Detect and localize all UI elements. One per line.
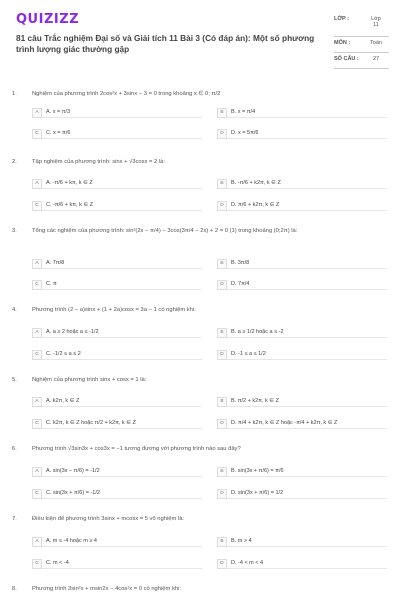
option-letter: D bbox=[217, 419, 227, 429]
answer-option-a[interactable] bbox=[32, 537, 202, 547]
option-text: B. -π/6 + k2π, k ∈ Z bbox=[231, 180, 281, 186]
option-text: D. x = 5π/6 bbox=[231, 130, 259, 136]
answer-option-a[interactable] bbox=[32, 397, 202, 407]
meta-count-label: SỐ CÂU : bbox=[334, 56, 359, 62]
option-text: C. m < -4 bbox=[46, 560, 69, 566]
option-text: B. π/2 + k2π, k ∈ Z bbox=[231, 398, 279, 404]
meta-class bbox=[334, 16, 388, 36]
answer-option-d[interactable] bbox=[217, 350, 387, 360]
question-number: 7. bbox=[12, 516, 17, 522]
answer-option-c[interactable] bbox=[32, 489, 202, 499]
worksheet-title: 81 câu Trắc nghiệm Đại số và Giải tích 11 Bài 3 (Có đáp án): Một số phương trình lượng giác thường gặp bbox=[16, 33, 315, 54]
question-number: 2. bbox=[12, 159, 17, 165]
meta-subject-value: Toán bbox=[370, 40, 382, 46]
meta-divider bbox=[334, 52, 389, 53]
question-text: Tổng các nghiệm của phương trình: sin²(2x − π/4) − 3cos(3π/4 − 2x) + 2 = 0 (1) trong khoảng (0;2π) là: bbox=[32, 228, 298, 234]
option-letter: B bbox=[217, 537, 227, 547]
option-letter: A bbox=[32, 259, 42, 269]
option-letter: A bbox=[32, 179, 42, 189]
question-6 bbox=[12, 446, 390, 508]
option-letter: B bbox=[217, 467, 227, 477]
option-letter: D bbox=[217, 350, 227, 360]
answer-option-c[interactable] bbox=[32, 350, 202, 360]
answer-option-d[interactable] bbox=[217, 559, 387, 569]
option-text: D. 7π/4 bbox=[231, 281, 250, 287]
meta-subject-label: MÔN : bbox=[334, 40, 351, 46]
question-number: 5. bbox=[12, 377, 17, 383]
answer-option-c[interactable] bbox=[32, 280, 202, 290]
question-number: 3. bbox=[12, 228, 17, 234]
option-text: B. x = π/4 bbox=[231, 109, 256, 115]
option-letter: C bbox=[32, 280, 42, 290]
answer-option-c[interactable] bbox=[32, 559, 202, 569]
option-text: A. sin(3x − π/6) = -1/2 bbox=[46, 468, 100, 474]
meta-class-value: Lớp 11 bbox=[371, 16, 381, 28]
option-text: C. -π/6 + kπ, k ∈ Z bbox=[46, 202, 94, 208]
option-text: A. x = π/3 bbox=[46, 109, 71, 115]
question-4 bbox=[12, 307, 390, 367]
question-text: Phương trình 3sin²x + msin2x − 4cos²x = 0 có nghiệm khi: bbox=[32, 586, 181, 592]
question-number: 6. bbox=[12, 446, 17, 452]
answer-option-b[interactable] bbox=[217, 467, 387, 477]
answer-option-d[interactable] bbox=[217, 419, 387, 429]
option-text: D. -4 < m < 4 bbox=[231, 560, 264, 566]
option-text: A. a ≥ 2 hoặc a ≤ -1/2 bbox=[46, 329, 99, 335]
question-number: 4. bbox=[12, 307, 17, 313]
question-8 bbox=[12, 586, 390, 598]
question-5 bbox=[12, 377, 390, 439]
answer-option-b[interactable] bbox=[217, 108, 387, 118]
option-text: C. sin(3x + π/6) = -1/2 bbox=[46, 490, 100, 496]
option-letter: B bbox=[217, 397, 227, 407]
answer-option-c[interactable] bbox=[32, 419, 202, 429]
option-letter: D bbox=[217, 489, 227, 499]
question-3 bbox=[12, 228, 390, 298]
question-text: Nghiệm của phương trình sinx + cosx = 1 là: bbox=[32, 377, 147, 383]
answer-option-c[interactable] bbox=[32, 201, 202, 211]
answer-option-d[interactable] bbox=[217, 129, 387, 139]
option-letter: B bbox=[217, 108, 227, 118]
brand-logo[interactable]: QUIZIZZ bbox=[16, 12, 80, 27]
question-number: 1. bbox=[12, 91, 17, 97]
question-number: 8. bbox=[12, 586, 17, 592]
meta-count bbox=[334, 56, 388, 68]
answer-option-a[interactable] bbox=[32, 259, 202, 269]
option-text: A. k2π, k ∈ Z bbox=[46, 398, 80, 404]
option-text: C. π bbox=[46, 281, 57, 287]
option-text: B. sin(3x + π/6) = π/6 bbox=[231, 468, 284, 474]
answer-option-a[interactable] bbox=[32, 179, 202, 189]
question-text: Nghiệm của phương trình 2cos²x + 3sinx − 3 = 0 trong khoảng x ∈ 0; π/2 bbox=[32, 91, 221, 97]
option-text: A. m ≤ -4 hoặc m ≥ 4 bbox=[46, 538, 97, 544]
meta-divider bbox=[334, 68, 389, 69]
option-letter: B bbox=[217, 179, 227, 189]
meta-divider bbox=[334, 36, 389, 37]
option-letter: A bbox=[32, 328, 42, 338]
option-letter: C bbox=[32, 201, 42, 211]
answer-option-a[interactable] bbox=[32, 108, 202, 118]
meta-count-value: 27 bbox=[372, 56, 380, 62]
answer-option-b[interactable] bbox=[217, 179, 387, 189]
question-1 bbox=[12, 91, 390, 151]
option-letter: D bbox=[217, 201, 227, 211]
option-letter: C bbox=[32, 129, 42, 139]
answer-option-d[interactable] bbox=[217, 280, 387, 290]
answer-option-b[interactable] bbox=[217, 537, 387, 547]
worksheet-header bbox=[0, 0, 400, 76]
question-text: Tập nghiệm của phương trình: sinx + √3cosx = 2 là: bbox=[32, 159, 165, 165]
option-text: A. -π/6 + kπ, k ∈ Z bbox=[46, 180, 93, 186]
option-letter: A bbox=[32, 537, 42, 547]
option-text: D. -1 ≤ a ≤ 1/2 bbox=[231, 351, 266, 357]
option-letter: A bbox=[32, 108, 42, 118]
option-letter: D bbox=[217, 280, 227, 290]
option-letter: C bbox=[32, 350, 42, 360]
meta-class-label: LỚP : bbox=[334, 16, 349, 22]
option-text: C. -1/2 ≤ a ≤ 2 bbox=[46, 351, 81, 357]
question-text: Điều kiện để phương trình 3sinx + mcosx = 5 vô nghiệm là: bbox=[32, 516, 185, 522]
answer-option-b[interactable] bbox=[217, 259, 387, 269]
question-text: Phương trình (2 − a)sinx + (1 + 2a)cosx = 3a − 1 có nghiệm khi: bbox=[32, 307, 196, 313]
option-text: D. π/4 + k2π, k ∈ Z hoặc -π/4 + k2π, k ∈ Z bbox=[231, 420, 338, 426]
answer-option-d[interactable] bbox=[217, 201, 387, 211]
answer-option-a[interactable] bbox=[32, 467, 202, 477]
option-text: D. π/6 + k2π, k ∈ Z bbox=[231, 202, 280, 208]
answer-option-b[interactable] bbox=[217, 328, 387, 338]
option-letter: A bbox=[32, 467, 42, 477]
option-text: B. m > 4 bbox=[231, 538, 252, 544]
option-text: C. x = π/6 bbox=[46, 130, 71, 136]
option-letter: A bbox=[32, 397, 42, 407]
option-letter: C bbox=[32, 419, 42, 429]
option-letter: C bbox=[32, 489, 42, 499]
question-text: Phương trình √3sin3x + cos3x = −1 tương đương với phương trình nào sau đây? bbox=[32, 446, 241, 452]
answer-option-b[interactable] bbox=[217, 397, 387, 407]
option-text: A. 7π/8 bbox=[46, 260, 65, 266]
option-letter: D bbox=[217, 129, 227, 139]
option-letter: B bbox=[217, 328, 227, 338]
question-2 bbox=[12, 159, 390, 219]
option-letter: D bbox=[217, 559, 227, 569]
meta-subject bbox=[334, 40, 388, 52]
option-text: D. sin(3x + π/6) = 1/2 bbox=[231, 490, 284, 496]
option-text: B. 3π/8 bbox=[231, 260, 250, 266]
question-7 bbox=[12, 516, 390, 576]
answer-option-c[interactable] bbox=[32, 129, 202, 139]
option-text: B. a ≥ 1/2 hoặc a ≤ -2 bbox=[231, 329, 284, 335]
answer-option-d[interactable] bbox=[217, 489, 387, 499]
option-letter: B bbox=[217, 259, 227, 269]
option-letter: C bbox=[32, 559, 42, 569]
answer-option-a[interactable] bbox=[32, 328, 202, 338]
option-text: C. k2π, k ∈ Z hoặc π/2 + k2π, k ∈ Z bbox=[46, 420, 136, 426]
